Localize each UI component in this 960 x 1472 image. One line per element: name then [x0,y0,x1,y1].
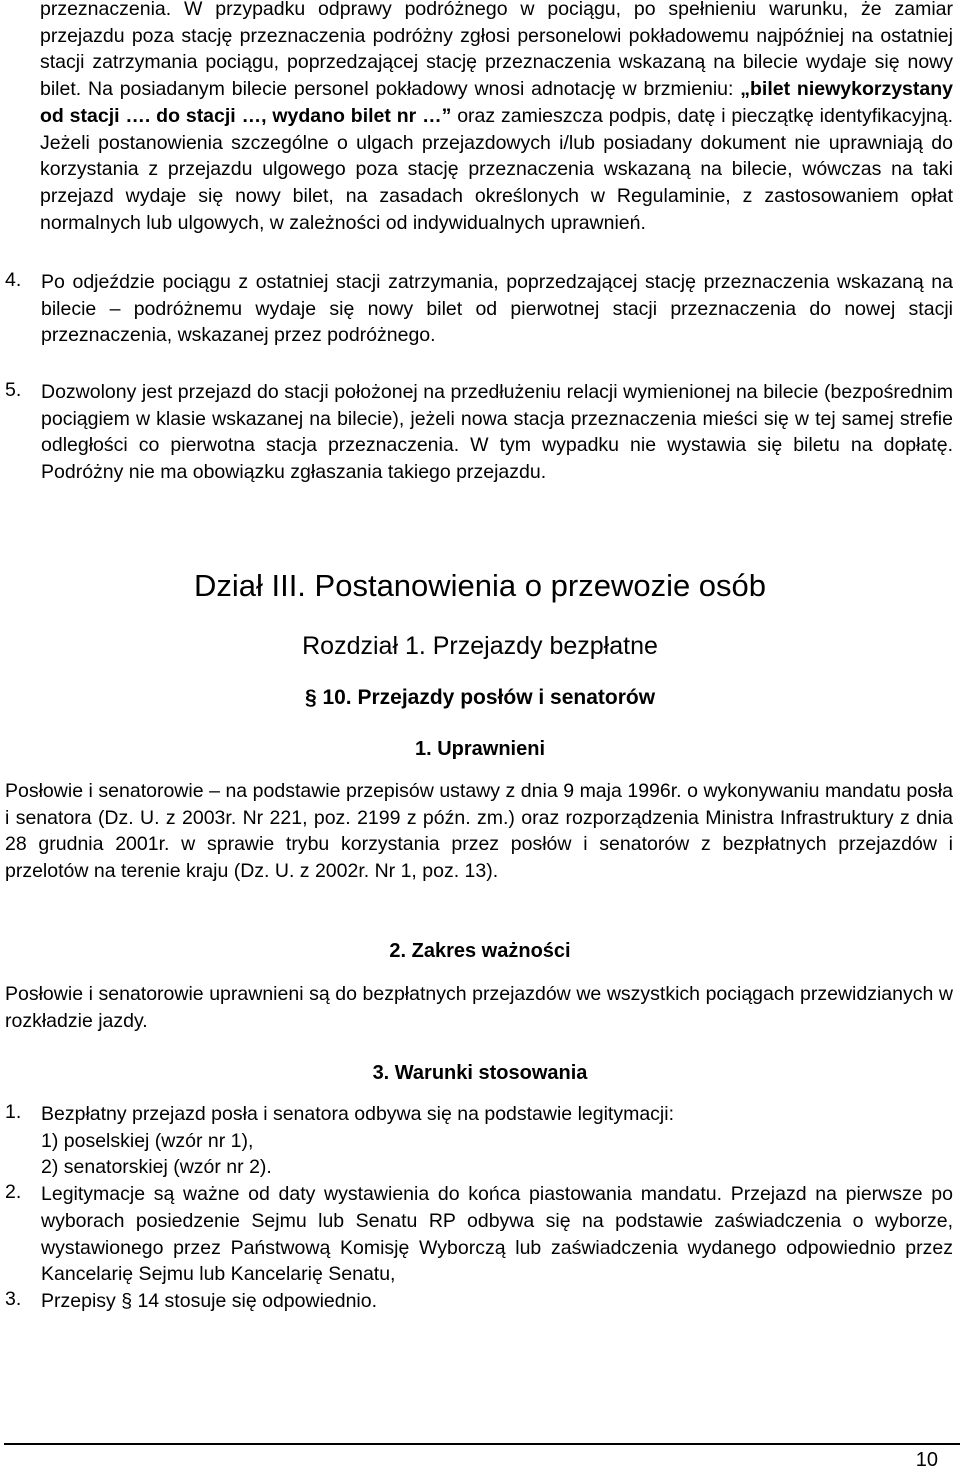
numbered-item-4 [5,269,953,349]
numbered-item-5 [5,379,953,486]
item-text: Dozwolony jest przejazd do stacji położonej na przedłużeniu relacji wymienionej na bilecie (bezpośrednim pociągiem w klasie wskazanej na bilecie), jeżeli nowa stacja przeznaczenia mieści się w tej samej strefie odległości co pierwotna stacja przeznaczenia. W tym wypadku nie wystawia się biletu na dopłatę. Podróżny nie ma obowiązku zgłaszania takiego przejazdu. [41,381,953,484]
condition-number: 2. [5,1181,22,1204]
page-number: 10 [915,1449,938,1471]
condition-item [5,1101,953,1181]
section-title: § 10. Przejazdy posłów i senatorów [304,686,656,709]
condition-item [5,1181,953,1288]
item-number: 4. [5,269,22,291]
chapter-title: Rozdział 1. Przejazdy bezpłatne [302,632,658,660]
condition-number: 3. [5,1287,22,1310]
continuation-text-1: przeznaczenia. W przypadku odprawy podróżnego w pociągu, po spełnieniu warunku, że zamiar przejazdu poza stację przeznaczenia podróżny zgłosi personelowi pokładowemu najpóźniej na ostatniej stacji zatrzymania pociągu, poprzedzającej stację przeznaczenia wskazaną na bilecie wydaje się nowy bilet. Na posiadanym bilecie personel pokładowy wnosi adnotację w brzmieniu: [40,0,953,101]
annotation-formula: „bilet niewykorzystany od stacji …. do stacji …, wydano bilet nr …” [40,78,953,127]
item-text: Po odjeździe pociągu z ostatniej stacji zatrzymania, poprzedzającej stację przeznaczenia wskazaną na bilecie – podróżnemu wydaje się nowy bilet od pierwotnej stacji przeznaczenia do nowej stacji przeznaczenia, wskazanej przez podróżnego. [41,271,953,347]
condition-text: Bezpłatny przejazd posła i senatora odbywa się na podstawie legitymacji: [41,1103,675,1125]
continuation-paragraph [40,0,953,236]
condition-number: 1. [5,1101,22,1123]
subsection-title-scope: 2. Zakres ważności [389,940,571,962]
condition-text: Przepisy § 14 stosuje się odpowiednio. [41,1289,378,1312]
scope-paragraph: Posłowie i senatorowie uprawnieni są do bezpłatnych przejazdów we wszystkich pociągach przewidzianych w rozkładzie jazdy. [5,983,953,1032]
conditions-list [5,1101,953,1315]
division-title: Dział III. Postanowienia o przewozie osób [193,568,767,603]
sublist-item: 1) poselskiej (wzór nr 1), [41,1129,254,1152]
subsection-title-conditions: 3. Warunki stosowania [372,1062,588,1084]
condition-text: Legitymacje są ważne od daty wystawienia do końca piastowania mandatu. Przejazd na pierwsze po wyborach posiedzenie Sejmu lub Senatu RP odbywa się na podstawie zaświadczenia o wyborze, wystawionego przez Państwową Komisję Wyborczą lub zaświadczenia wydanego odpowiednio przez Kancelarię Sejmu lub Kancelarię Senatu, [41,1183,953,1286]
continuation-text-2: oraz zamieszcza podpis, datę i pieczątkę identyfikacyjną. Jeżeli postanowienia szczególne o ulgach przejazdowych i/lub posiadany dokument nie uprawniają do korzystania z przejazdu ulgowego poza stację przeznaczenia wskazaną na bilecie, wówczas na taki przejazd wydaje się nowy bilet, na zasadach określonych w Regulaminie, z zastosowaniem opłat normalnych lub ulgowych, w zależności od indywidualnych uprawnień. [40,104,953,234]
condition-item [5,1288,953,1315]
sublist-item: 2) senatorskiej (wzór nr 2). [41,1156,272,1179]
item-number: 5. [5,379,22,401]
footer-rule [4,1443,960,1445]
legitimation-sublist [41,1128,953,1181]
entitled-paragraph: Posłowie i senatorowie – na podstawie przepisów ustawy z dnia 9 maja 1996r. o wykonywaniu mandatu posła i senatora (Dz. U. z 2003r. Nr 221, poz. 2199 z późn. zm.) oraz rozporządzenia Ministra Infrastruktury z dnia 28 grudnia 2001r. w sprawie trybu korzystania przez posłów i senatorów z bezpłatnych przejazdów i przelotów na terenie kraju (Dz. U. z 2002r. Nr 1, poz. 13). [5,780,953,883]
subsection-title-entitled: 1. Uprawnieni [414,738,546,760]
